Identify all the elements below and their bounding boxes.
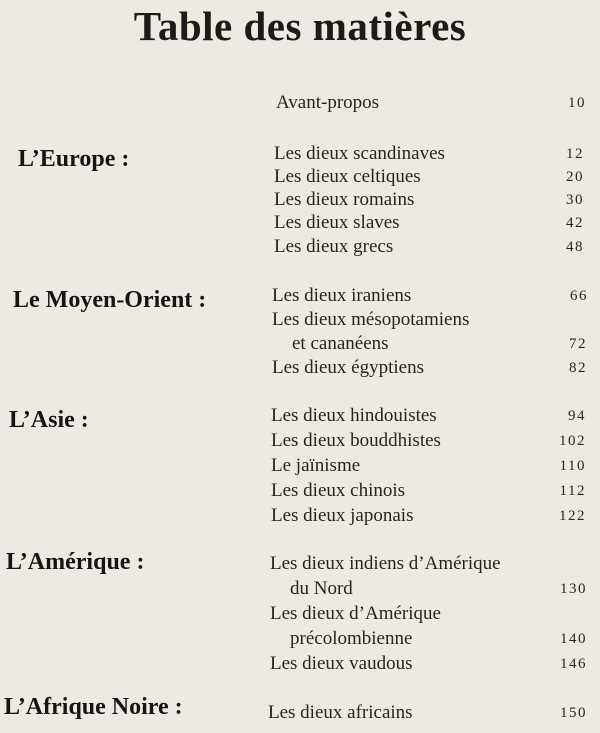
section-heading-moyen-orient: Le Moyen-Orient : (13, 287, 207, 313)
toc-entry (0, 308, 600, 332)
toc-page-number: 10 (568, 95, 586, 111)
toc-entry-label: Les dieux iraniens (272, 285, 412, 306)
toc-entry-label: Les dieux slaves (274, 212, 400, 233)
toc-entry-label: Les dieux indiens d’Amérique (270, 553, 501, 574)
toc-page-number: 112 (559, 483, 586, 499)
toc-entry (0, 504, 600, 528)
toc-entry-label: Les dieux d’Amérique (270, 603, 441, 624)
toc-page-number: 110 (559, 458, 586, 474)
toc-entry-label: Les dieux scandinaves (274, 143, 445, 164)
toc-page-number: 102 (559, 433, 586, 449)
toc-page-number: 72 (569, 336, 587, 352)
toc-entry-label: précolombienne (290, 628, 413, 649)
toc-entry-label: Les dieux celtiques (274, 166, 421, 187)
toc-page-number: 94 (568, 408, 586, 424)
toc-page-number: 42 (566, 215, 584, 231)
toc-page-number: 130 (560, 581, 587, 597)
toc-entry-label: Les dieux hindouistes (271, 405, 437, 426)
toc-entry (0, 701, 600, 725)
toc-entry-label: Les dieux mésopotamiens (272, 309, 470, 330)
toc-entry-label: Les dieux bouddhistes (271, 430, 441, 451)
toc-entry (0, 479, 600, 503)
toc-entry (0, 211, 600, 235)
toc-entry (0, 235, 600, 259)
toc-entry-label: du Nord (290, 578, 353, 599)
toc-page-number: 48 (566, 239, 584, 255)
toc-page-number: 122 (559, 508, 586, 524)
section-heading-afrique-noire: L’Afrique Noire : (4, 694, 183, 720)
toc-entry-continuation (0, 627, 600, 651)
section-heading-asie: L’Asie : (9, 407, 89, 433)
toc-entry-continuation (0, 332, 600, 356)
toc-entry-label: Le jaïnisme (271, 455, 361, 476)
toc-entry-label: Les dieux japonais (271, 505, 414, 526)
toc-entry (0, 188, 600, 212)
toc-page-number: 146 (560, 656, 587, 672)
toc-entry (0, 429, 600, 453)
toc-entry-label: Les dieux vaudous (270, 653, 413, 674)
toc-page-number: 20 (566, 169, 584, 185)
toc-entry-label: Les dieux africains (268, 702, 413, 723)
toc-page-number: 30 (566, 192, 584, 208)
toc-page-number: 140 (560, 631, 587, 647)
toc-entry-label: Les dieux chinois (271, 480, 406, 501)
toc-entry (0, 356, 600, 380)
toc-entry-label: et cananéens (292, 333, 389, 354)
toc-entry (0, 404, 600, 428)
toc-entry-label: Avant-propos (276, 92, 380, 113)
page-title: Table des matières (133, 3, 467, 49)
toc-entry-continuation (0, 577, 600, 601)
toc-entry (0, 284, 600, 308)
toc-entry (0, 652, 600, 676)
section-heading-amerique: L’Amérique : (6, 549, 145, 575)
toc-page-number: 12 (566, 146, 584, 162)
toc-page-number: 66 (570, 288, 588, 304)
toc-entry-foreword (0, 91, 600, 115)
toc-entry-label: Les dieux égyptiens (272, 357, 424, 378)
toc-entry (0, 142, 600, 166)
toc-page-number: 82 (569, 360, 587, 376)
toc-entry-label: Les dieux romains (274, 189, 415, 210)
toc-page-number: 150 (560, 705, 587, 721)
toc-entry (0, 602, 600, 626)
toc-entry (0, 165, 600, 189)
toc-entry-label: Les dieux grecs (274, 236, 394, 257)
section-heading-europe: L’Europe : (18, 146, 130, 172)
toc-entry (0, 454, 600, 478)
toc-entry (0, 552, 600, 576)
